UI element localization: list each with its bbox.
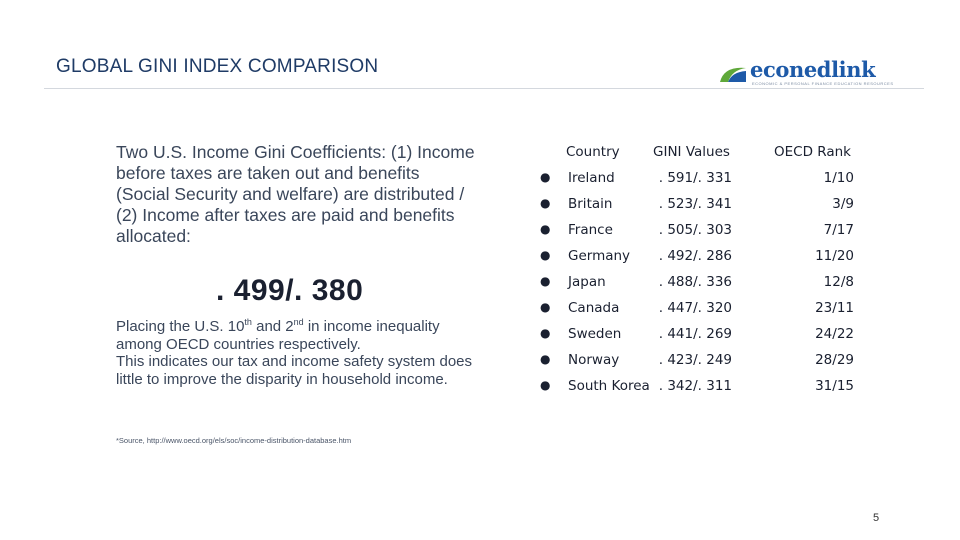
logo-swoosh-icon — [718, 62, 748, 84]
table-row — [540, 374, 900, 400]
gini-table — [540, 166, 900, 400]
bullet-icon: ● — [540, 222, 551, 236]
placing-text — [116, 314, 476, 388]
rank-cell: 3/9 — [832, 196, 854, 212]
logo-tagline: ECONOMIC & PERSONAL FINANCE EDUCATION RESOURCES — [752, 81, 894, 86]
gini-cell: . 447/. 320 — [658, 300, 732, 316]
bullet-icon: ● — [540, 274, 551, 288]
bullet-icon: ● — [540, 352, 551, 366]
bullet-icon: ● — [540, 248, 551, 262]
gini-cell: . 441/. 269 — [658, 326, 732, 342]
table-row — [540, 218, 900, 244]
bullet-icon: ● — [540, 196, 551, 210]
bullet-icon: ● — [540, 170, 551, 184]
left-text-block — [116, 142, 476, 388]
slide-title: GLOBAL GINI INDEX COMPARISON — [56, 56, 379, 77]
gini-cell: . 492/. 286 — [658, 248, 732, 264]
source-footnote: *Source, http://www.oecd.org/els/soc/income-distribution-database.htm — [116, 436, 352, 445]
table-row — [540, 166, 900, 192]
gini-cell: . 505/. 303 — [658, 222, 732, 238]
rank-cell: 11/20 — [815, 248, 854, 264]
rank-cell: 28/29 — [815, 352, 854, 368]
table-row — [540, 270, 900, 296]
logo-wordmark: econedlink — [750, 57, 876, 82]
country-cell: Norway — [568, 352, 620, 368]
table-row — [540, 192, 900, 218]
header-oecd-rank: OECD Rank — [774, 144, 851, 160]
bullet-icon: ● — [540, 378, 551, 392]
ordinal-suffix: th — [244, 317, 252, 327]
table-row — [540, 244, 900, 270]
bullet-icon: ● — [540, 300, 551, 314]
table-row — [540, 348, 900, 374]
header-gini-values: GINI Values — [653, 144, 730, 160]
table-row — [540, 296, 900, 322]
country-cell: Germany — [568, 248, 631, 264]
gini-cell: . 342/. 311 — [658, 378, 732, 394]
rank-cell: 7/17 — [823, 222, 854, 238]
rank-cell: 12/8 — [823, 274, 854, 290]
country-cell: South Korea — [568, 378, 650, 394]
econedlink-logo — [716, 56, 912, 88]
country-cell: Britain — [568, 196, 613, 212]
rank-cell: 24/22 — [815, 326, 854, 342]
placing-text-part: in income inequality among OECD countries respectively. — [116, 318, 440, 353]
table-row — [540, 322, 900, 348]
country-cell: France — [568, 222, 613, 238]
bullet-icon: ● — [540, 326, 551, 340]
country-cell: Canada — [568, 300, 620, 316]
gini-cell: . 488/. 336 — [658, 274, 732, 290]
title-divider — [44, 88, 924, 89]
country-cell: Ireland — [568, 170, 615, 186]
header-country: Country — [566, 144, 620, 160]
gini-cell: . 523/. 341 — [658, 196, 732, 212]
country-cell: Japan — [568, 274, 606, 290]
placing-text-part: Placing the U.S. 10 — [116, 318, 245, 335]
intro-text: Two U.S. Income Gini Coefficients: (1) Income before taxes are taken out and benefits (Social Security and welfare) are distributed / (2) Income after taxes are paid and benefits allocated: — [116, 142, 475, 246]
ordinal-suffix: nd — [293, 317, 304, 327]
us-gini-value: . 499/. 380 — [216, 274, 364, 307]
rank-cell: 1/10 — [823, 170, 854, 186]
conclusion-text: This indicates our tax and income safety system does little to improve the disparity in household income. — [116, 353, 473, 388]
rank-cell: 23/11 — [815, 300, 854, 316]
rank-cell: 31/15 — [815, 378, 854, 394]
page-number: 5 — [873, 512, 880, 524]
country-cell: Sweden — [568, 326, 622, 342]
placing-text-part: and 2 — [251, 318, 294, 335]
gini-cell: . 591/. 331 — [658, 170, 732, 186]
gini-cell: . 423/. 249 — [658, 352, 732, 368]
